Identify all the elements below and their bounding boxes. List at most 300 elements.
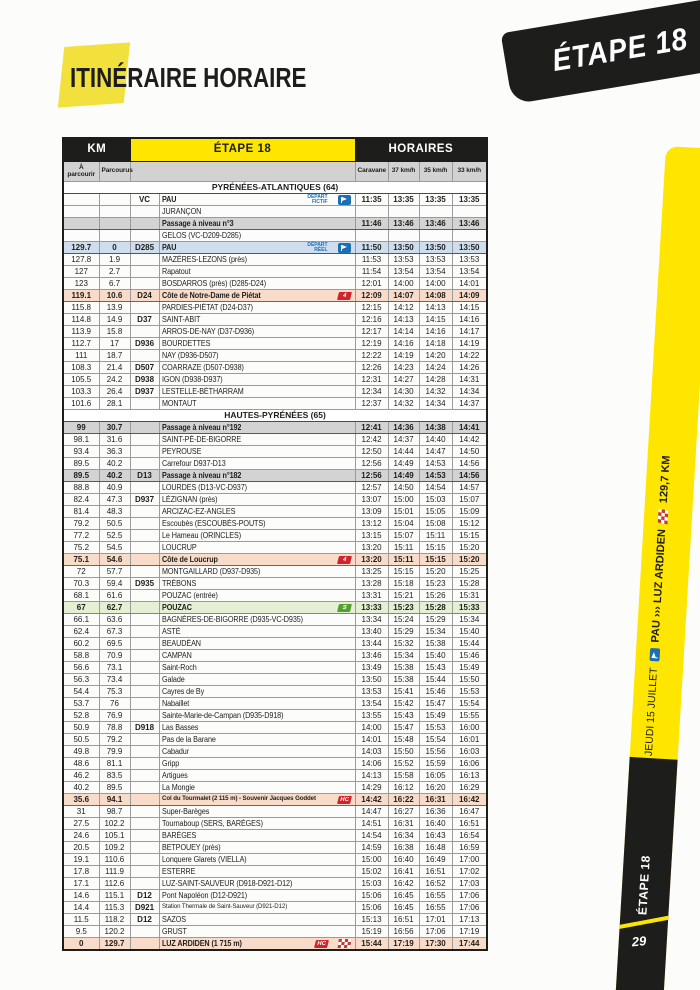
km-done-cell: 15.8: [99, 326, 130, 338]
table-main-header-row: [63, 138, 487, 162]
location-name: SAZOS: [161, 914, 186, 924]
time-cell: 15:32: [388, 638, 419, 650]
location-name: Gripp: [161, 758, 179, 768]
road-cell: D935: [130, 578, 159, 590]
km-to-go-cell: 70.3: [63, 578, 99, 590]
road-cell: [130, 770, 159, 782]
time-cell: 13:54: [452, 266, 487, 278]
time-cell: 14:31: [452, 374, 487, 386]
location-cell: [159, 746, 355, 758]
time-cell: 13:53: [355, 686, 388, 698]
route-row: [63, 206, 487, 218]
km-done-cell: 57.7: [99, 566, 130, 578]
time-cell: 15:23: [419, 578, 452, 590]
location-name: GRUST: [161, 926, 187, 936]
time-cell: 16:51: [452, 818, 487, 830]
location-cell: [159, 578, 355, 590]
km-to-go-cell: 111: [63, 350, 99, 362]
km-to-go-cell: 88.8: [63, 482, 99, 494]
km-to-go-cell: 103.3: [63, 386, 99, 398]
time-cell: 15:15: [419, 542, 452, 554]
km-done-cell: 105.1: [99, 830, 130, 842]
time-cell: 14:23: [388, 362, 419, 374]
location-cell: [159, 926, 355, 938]
time-cell: 16:31: [419, 794, 452, 806]
km-to-go-cell: [63, 194, 99, 206]
col-header-35kmh: 35 km/h: [419, 162, 452, 182]
location-cell: [159, 530, 355, 542]
route-row: [63, 746, 487, 758]
km-to-go-cell: 129.7: [63, 242, 99, 254]
km-done-cell: 81.1: [99, 758, 130, 770]
location-name: MONTGAILLARD (D937-D935): [161, 566, 260, 576]
route-row: [63, 686, 487, 698]
location-cell: [159, 278, 355, 290]
route-row: [63, 518, 487, 530]
time-cell: 14:14: [388, 326, 419, 338]
km-done-cell: 102.2: [99, 818, 130, 830]
time-cell: 15:42: [388, 698, 419, 710]
time-cell: 13:49: [355, 662, 388, 674]
col-header-caravane: Caravane: [355, 162, 388, 182]
km-done-cell: 14.9: [99, 314, 130, 326]
route-row: [63, 506, 487, 518]
time-cell: 15:19: [355, 926, 388, 938]
time-cell: 15:50: [388, 746, 419, 758]
km-done-cell: 48.3: [99, 506, 130, 518]
road-cell: [130, 662, 159, 674]
road-cell: [130, 854, 159, 866]
location-cell: [159, 554, 355, 566]
time-cell: 15:50: [452, 674, 487, 686]
time-cell: 14:42: [355, 794, 388, 806]
time-cell: 15:46: [419, 686, 452, 698]
route-row: [63, 326, 487, 338]
location-cell: [159, 482, 355, 494]
time-cell: 16:42: [452, 794, 487, 806]
location-name: Escoubès (ESCOUBÈS-POUTS): [161, 518, 265, 528]
route-row: [63, 734, 487, 746]
road-cell: [130, 818, 159, 830]
road-cell: [130, 518, 159, 530]
km-done-cell: 6.7: [99, 278, 130, 290]
time-cell: 12:31: [355, 374, 388, 386]
time-cell: 15:23: [388, 602, 419, 614]
time-cell: 15:41: [388, 686, 419, 698]
km-to-go-cell: [63, 218, 99, 230]
col-header-33kmh: 33 km/h: [452, 162, 487, 182]
time-cell: 16:12: [388, 782, 419, 794]
time-cell: 15:28: [452, 578, 487, 590]
time-cell: 15:25: [452, 566, 487, 578]
location-cell: [159, 650, 355, 662]
km-to-go-cell: 56.3: [63, 674, 99, 686]
location-name: La Mongie: [161, 782, 195, 792]
time-cell: 17:13: [452, 914, 487, 926]
time-cell: 13:53: [419, 254, 452, 266]
route-row: [63, 422, 487, 434]
route-row: [63, 458, 487, 470]
time-cell: 14:50: [452, 446, 487, 458]
time-cell: 16:51: [419, 866, 452, 878]
location-name: PEYROUSE: [161, 446, 201, 456]
road-cell: [130, 398, 159, 410]
time-cell: 14:15: [452, 302, 487, 314]
stage-banner: [501, 0, 700, 104]
col-header-parcourus: Parcourus: [99, 162, 130, 182]
time-cell: 16:41: [388, 866, 419, 878]
km-done-cell: 83.5: [99, 770, 130, 782]
time-cell: 14:16: [388, 338, 419, 350]
time-cell: 16:34: [388, 830, 419, 842]
time-cell: 14:38: [419, 422, 452, 434]
time-cell: 17:01: [419, 914, 452, 926]
location-name: LESTELLE-BÉTHARRAM: [161, 386, 244, 396]
time-cell: 12:09: [355, 290, 388, 302]
location-name: BOURDETTES: [161, 338, 210, 348]
km-done-cell: 70.9: [99, 650, 130, 662]
time-cell: 16:55: [419, 890, 452, 902]
time-cell: 16:38: [388, 842, 419, 854]
road-cell: [130, 278, 159, 290]
location-name: POUZAC: [161, 602, 192, 612]
depart-label: DÉPART FICTIF: [307, 193, 328, 205]
time-cell: 15:43: [419, 662, 452, 674]
road-cell: D507: [130, 362, 159, 374]
depart-label: DÉPART RÉEL: [307, 241, 328, 253]
km-done-cell: 76: [99, 698, 130, 710]
road-cell: [130, 746, 159, 758]
location-cell: [159, 674, 355, 686]
time-cell: 16:59: [452, 842, 487, 854]
time-cell: 13:46: [452, 218, 487, 230]
location-cell: [159, 902, 355, 914]
road-cell: D918: [130, 722, 159, 734]
route-row: [63, 842, 487, 854]
time-cell: 16:00: [452, 722, 487, 734]
depart-fictif-flag-icon: [338, 195, 351, 205]
time-cell: 15:06: [355, 890, 388, 902]
location-cell: [159, 314, 355, 326]
time-cell: 16:05: [419, 770, 452, 782]
location-cell: [159, 242, 355, 254]
time-cell: 16:36: [419, 806, 452, 818]
route-row: [63, 302, 487, 314]
location-name: Sainte-Marie-de-Campan (D935-D918): [161, 710, 283, 720]
location-cell: [159, 434, 355, 446]
km-to-go-cell: 24.6: [63, 830, 99, 842]
km-to-go-cell: 58.8: [63, 650, 99, 662]
road-cell: [130, 866, 159, 878]
km-done-cell: 78.8: [99, 722, 130, 734]
location-cell: [159, 806, 355, 818]
stage-date: JEUDI 15 JUILLET: [642, 667, 661, 757]
time-cell: 15:53: [452, 686, 487, 698]
route-row: [63, 722, 487, 734]
time-cell: 17:30: [419, 938, 452, 951]
km-to-go-cell: 123: [63, 278, 99, 290]
time-cell: 14:20: [419, 350, 452, 362]
route-row: [63, 854, 487, 866]
time-cell: 14:34: [419, 398, 452, 410]
location-name: Passage à niveau n°192: [161, 422, 241, 432]
location-name: BAGNÈRES-DE-BIGORRE (D935-VC-D935): [161, 614, 303, 624]
time-cell: 13:53: [388, 254, 419, 266]
km-done-cell: 30.7: [99, 422, 130, 434]
time-cell: 14:08: [419, 290, 452, 302]
time-cell: 14:13: [355, 770, 388, 782]
km-to-go-cell: 67: [63, 602, 99, 614]
location-cell: [159, 818, 355, 830]
time-cell: 14:54: [355, 830, 388, 842]
road-cell: [130, 254, 159, 266]
location-cell: [159, 446, 355, 458]
route-row: [63, 218, 487, 230]
time-cell: 13:34: [355, 614, 388, 626]
time-cell: 15:54: [419, 734, 452, 746]
road-cell: D936: [130, 338, 159, 350]
route-row: [63, 926, 487, 938]
route-row: [63, 770, 487, 782]
time-cell: 15:18: [388, 578, 419, 590]
time-cell: 17:06: [419, 926, 452, 938]
road-cell: VC: [130, 194, 159, 206]
location-name: LOURDES (D13-VC-D937): [161, 482, 247, 492]
time-cell: [419, 206, 452, 218]
page-title: ITINÉRAIRE HORAIRE: [70, 62, 307, 93]
time-cell: 15:12: [452, 518, 487, 530]
route-row: [63, 314, 487, 326]
location-name: Station Thermale de Saint-Sauveur (D921-D12): [161, 903, 287, 911]
time-cell: 14:32: [419, 386, 452, 398]
km-done-cell: 24.2: [99, 374, 130, 386]
location-cell: [159, 770, 355, 782]
time-cell: 15:15: [388, 566, 419, 578]
km-done-cell: 59.4: [99, 578, 130, 590]
km-to-go-cell: 75.2: [63, 542, 99, 554]
section-header-row: [63, 182, 487, 194]
location-name: SAINT-PÉ-DE-BIGORRE: [161, 434, 241, 444]
road-cell: [130, 446, 159, 458]
route-row: [63, 194, 487, 206]
location-name: Nabaillet: [161, 698, 189, 708]
km-to-go-cell: 66.1: [63, 614, 99, 626]
time-cell: 12:42: [355, 434, 388, 446]
km-done-cell: 89.5: [99, 782, 130, 794]
location-name: LUZ-SAINT-SAUVEUR (D918-D921-D12): [161, 878, 292, 888]
route-row: [63, 398, 487, 410]
road-cell: [130, 638, 159, 650]
time-cell: 16:31: [388, 818, 419, 830]
route-row: [63, 338, 487, 350]
location-cell: [159, 830, 355, 842]
time-cell: 14:00: [388, 278, 419, 290]
location-cell: [159, 686, 355, 698]
time-cell: 17:03: [452, 878, 487, 890]
km-to-go-cell: 40.2: [63, 782, 99, 794]
time-cell: 14:54: [419, 482, 452, 494]
km-to-go-cell: 98.1: [63, 434, 99, 446]
time-cell: 16:42: [388, 878, 419, 890]
km-to-go-cell: 89.5: [63, 458, 99, 470]
time-cell: 17:06: [452, 902, 487, 914]
section-title: HAUTES-PYRÉNÉES (65): [63, 410, 487, 422]
km-done-cell: 120.2: [99, 926, 130, 938]
location-name: COARRAZE (D507-D938): [161, 362, 244, 372]
km-to-go-cell: 114.8: [63, 314, 99, 326]
route-row: [63, 482, 487, 494]
col-header-a-parcourir: À parcourir: [63, 162, 99, 182]
route-row: [63, 806, 487, 818]
route-row: [63, 938, 487, 951]
time-cell: 13:54: [419, 266, 452, 278]
time-cell: 14:44: [388, 446, 419, 458]
km-to-go-cell: 48.6: [63, 758, 99, 770]
time-cell: 13:35: [388, 194, 419, 206]
km-to-go-cell: 101.6: [63, 398, 99, 410]
time-cell: 14:03: [355, 746, 388, 758]
time-cell: 14:26: [452, 362, 487, 374]
location-name: Galade: [161, 674, 185, 684]
time-cell: 17:06: [452, 890, 487, 902]
time-cell: [355, 206, 388, 218]
location-name: ARCIZAC-EZ-ANGLES: [161, 506, 235, 516]
stage-info-vertical: [636, 456, 680, 757]
time-cell: 13:09: [355, 506, 388, 518]
time-cell: 16:45: [388, 890, 419, 902]
location-cell: [159, 614, 355, 626]
km-to-go-cell: 113.9: [63, 326, 99, 338]
stage-tab-label: ÉTAPE 18: [635, 854, 653, 916]
route-row: [63, 626, 487, 638]
road-cell: [130, 590, 159, 602]
time-cell: 11:54: [355, 266, 388, 278]
time-cell: 14:50: [388, 482, 419, 494]
location-name: Cayres de By: [161, 686, 204, 696]
location-cell: [159, 422, 355, 434]
time-cell: 14:01: [452, 278, 487, 290]
route-row: [63, 614, 487, 626]
location-name: JURANÇON: [161, 206, 201, 216]
route-row: [63, 602, 487, 614]
time-cell: 16:52: [419, 878, 452, 890]
stage-route: PAU ››› LUZ ARDIDEN: [649, 528, 669, 643]
km-done-cell: 52.5: [99, 530, 130, 542]
route-row: [63, 386, 487, 398]
depart-reel-flag-icon: [338, 243, 351, 253]
km-to-go-cell: 27.5: [63, 818, 99, 830]
route-row: [63, 554, 487, 566]
finish-checkered-flag-icon: [337, 939, 351, 948]
km-to-go-cell: 68.1: [63, 590, 99, 602]
etape-header: ÉTAPE 18: [130, 138, 355, 162]
time-cell: 15:44: [452, 638, 487, 650]
location-name: NAY (D936-D507): [161, 350, 218, 360]
location-cell: [159, 506, 355, 518]
km-done-cell: 118.2: [99, 914, 130, 926]
time-cell: 14:16: [419, 326, 452, 338]
time-cell: 14:16: [452, 314, 487, 326]
road-cell: [130, 458, 159, 470]
km-done-cell: 21.4: [99, 362, 130, 374]
road-cell: [130, 626, 159, 638]
road-cell: [130, 542, 159, 554]
route-row: [63, 230, 487, 242]
km-done-cell: 73.1: [99, 662, 130, 674]
km-done-cell: 36.3: [99, 446, 130, 458]
time-cell: 12:22: [355, 350, 388, 362]
location-name: MAZÈRES-LEZONS (près): [161, 254, 247, 264]
location-name: GELOS (VC-D209-D285): [161, 230, 241, 240]
time-cell: 16:54: [452, 830, 487, 842]
time-cell: 13:46: [419, 218, 452, 230]
time-cell: 14:40: [419, 434, 452, 446]
location-cell: [159, 230, 355, 242]
location-name: BOSDARROS (près) (D285-D24): [161, 278, 266, 288]
time-cell: 15:38: [388, 662, 419, 674]
time-cell: 14:28: [419, 374, 452, 386]
time-cell: 13:44: [355, 638, 388, 650]
road-cell: D937: [130, 494, 159, 506]
time-cell: 16:29: [452, 782, 487, 794]
time-cell: 15:11: [388, 554, 419, 566]
road-cell: [130, 698, 159, 710]
time-cell: 14:53: [419, 470, 452, 482]
time-cell: 14:57: [452, 482, 487, 494]
road-cell: [130, 614, 159, 626]
location-cell: [159, 722, 355, 734]
route-row: [63, 830, 487, 842]
time-cell: 15:40: [419, 650, 452, 662]
route-row: [63, 890, 487, 902]
location-cell: [159, 854, 355, 866]
km-to-go-cell: 60.2: [63, 638, 99, 650]
road-cell: [130, 878, 159, 890]
col-header-location: [130, 162, 355, 182]
route-row: [63, 266, 487, 278]
km-to-go-cell: 14.4: [63, 902, 99, 914]
time-cell: 15:40: [452, 626, 487, 638]
location-cell: [159, 566, 355, 578]
location-cell: [159, 374, 355, 386]
time-cell: [388, 230, 419, 242]
km-done-cell: 115.1: [99, 890, 130, 902]
km-to-go-cell: 56.6: [63, 662, 99, 674]
time-cell: 17:44: [452, 938, 487, 951]
time-cell: 15:07: [388, 530, 419, 542]
col-header-37kmh: 37 km/h: [388, 162, 419, 182]
route-row: [63, 650, 487, 662]
route-row: [63, 866, 487, 878]
time-cell: 14:32: [388, 398, 419, 410]
location-name: Super-Barèges: [161, 806, 209, 816]
time-cell: 13:50: [452, 242, 487, 254]
time-cell: 14:42: [452, 434, 487, 446]
road-cell: D24: [130, 290, 159, 302]
location-cell: [159, 842, 355, 854]
location-cell: [159, 290, 355, 302]
location-name: Pont Napoléon (D12-D921): [161, 890, 247, 900]
location-cell: [159, 206, 355, 218]
time-cell: 14:47: [419, 446, 452, 458]
location-name: PAU: [161, 194, 176, 204]
time-cell: 13:55: [355, 710, 388, 722]
km-done-cell: 40.2: [99, 470, 130, 482]
stage-banner-label: ÉTAPE 18: [549, 20, 691, 79]
time-cell: 15:13: [355, 914, 388, 926]
stage-tab: [612, 757, 678, 990]
location-name: Tournaboup (SERS, BARÈGES): [161, 818, 263, 828]
